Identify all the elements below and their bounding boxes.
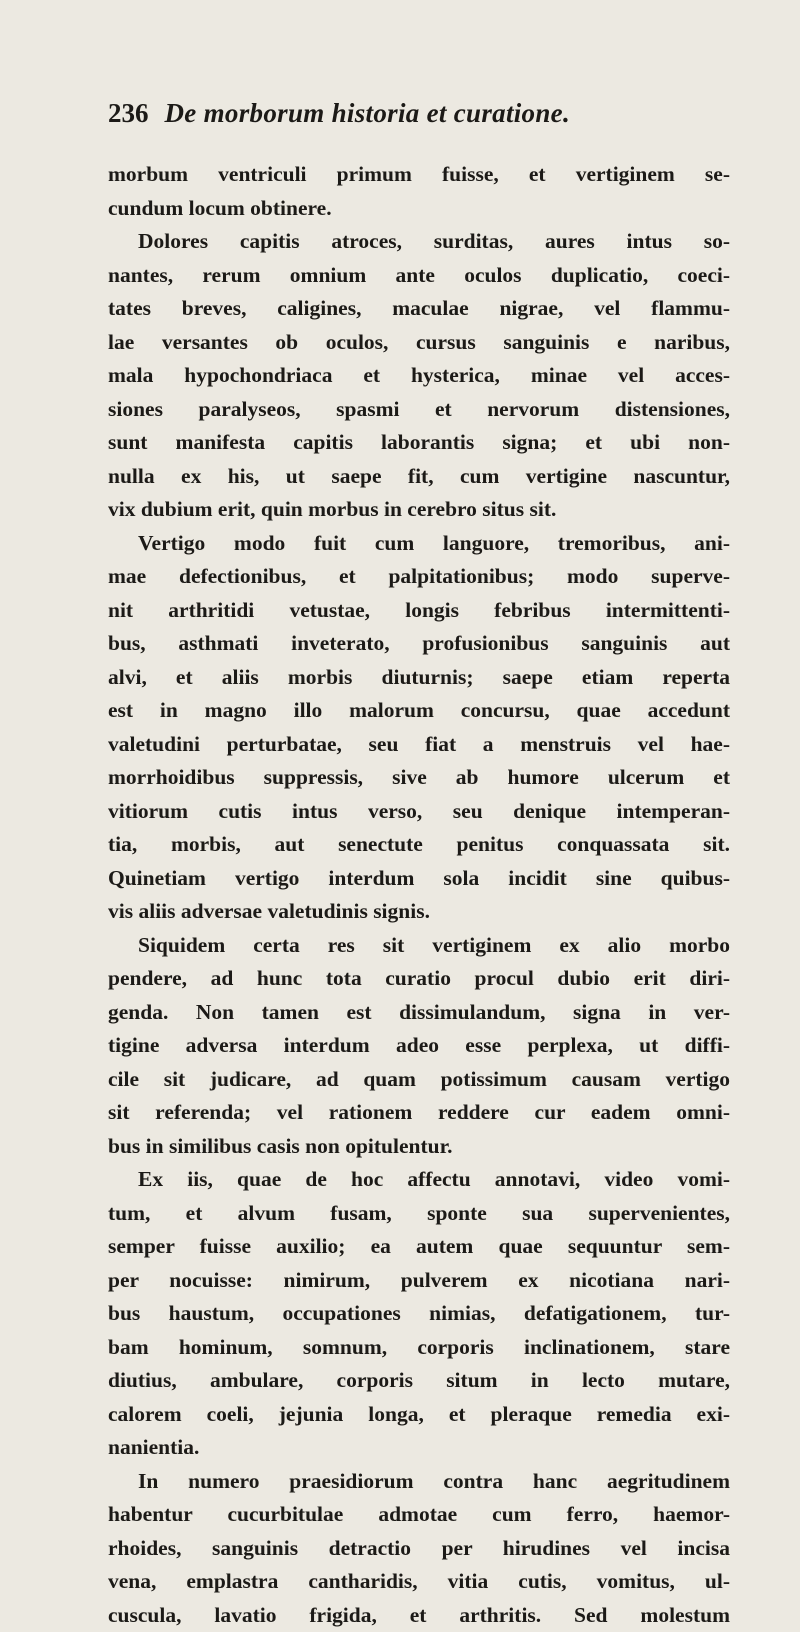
text-line: mae defectionibus, et palpitationibus; modo superve- xyxy=(108,560,730,594)
text-line: rhoides, sanguinis detractio per hirudines vel incisa xyxy=(108,1532,730,1566)
text-line: habentur cucurbitulae admotae cum ferro, haemor- xyxy=(108,1498,730,1532)
text-line: Ex iis, quae de hoc affectu annotavi, video vomi- xyxy=(108,1163,730,1197)
text-line: tates breves, caligines, maculae nigrae, vel flammu- xyxy=(108,292,730,326)
text-line: est in magno illo malorum concursu, quae accedunt xyxy=(108,694,730,728)
text-line: pendere, ad hunc tota curatio procul dubio erit diri- xyxy=(108,962,730,996)
text-line: bus, asthmati inveterato, profusionibus sanguinis aut xyxy=(108,627,730,661)
text-line: sit referenda; vel rationem reddere cur eadem omni- xyxy=(108,1096,730,1130)
text-line: genda. Non tamen est dissimulandum, signa in ver- xyxy=(108,996,730,1030)
text-line: cuscula, lavatio frigida, et arthritis. Sed molestum xyxy=(108,1599,730,1632)
text-line: diutius, ambulare, corporis situm in lecto mutare, xyxy=(108,1364,730,1398)
page-number: 236 xyxy=(108,96,149,130)
body-text xyxy=(108,158,730,1632)
text-line: tia, morbis, aut senectute penitus conquassata sit. xyxy=(108,828,730,862)
text-line: sunt manifesta capitis laborantis signa; et ubi non- xyxy=(108,426,730,460)
text-line: tigine adversa interdum adeo esse perplexa, ut diffi- xyxy=(108,1029,730,1063)
text-line: calorem coeli, jejunia longa, et pleraque remedia exi- xyxy=(108,1398,730,1432)
text-line: morrhoidibus suppressis, sive ab humore ulcerum et xyxy=(108,761,730,795)
text-line: bus in similibus casis non opitulentur. xyxy=(108,1130,730,1164)
text-line: bus haustum, occupationes nimias, defatigationem, tur- xyxy=(108,1297,730,1331)
text-line: Siquidem certa res sit vertiginem ex alio morbo xyxy=(108,929,730,963)
text-line: bam hominum, somnum, corporis inclinationem, stare xyxy=(108,1331,730,1365)
text-line: nanientia. xyxy=(108,1431,730,1465)
page-header xyxy=(108,96,730,130)
text-line: Quinetiam vertigo interdum sola incidit sine quibus- xyxy=(108,862,730,896)
text-line: vis aliis adversae valetudinis signis. xyxy=(108,895,730,929)
text-line: mala hypochondriaca et hysterica, minae vel acces- xyxy=(108,359,730,393)
text-line: nit arthritidi vetustae, longis febribus intermittenti- xyxy=(108,594,730,628)
text-line: tum, et alvum fusam, sponte sua supervenientes, xyxy=(108,1197,730,1231)
text-line: Dolores capitis atroces, surditas, aures intus so- xyxy=(108,225,730,259)
text-line: valetudini perturbatae, seu fiat a menstruis vel hae- xyxy=(108,728,730,762)
text-line: vena, emplastra cantharidis, vitia cutis, vomitus, ul- xyxy=(108,1565,730,1599)
text-line: vitiorum cutis intus verso, seu denique intemperan- xyxy=(108,795,730,829)
text-line: alvi, et aliis morbis diuturnis; saepe etiam reperta xyxy=(108,661,730,695)
text-line: nulla ex his, ut saepe fit, cum vertigine nascuntur, xyxy=(108,460,730,494)
text-line: lae versantes ob oculos, cursus sanguinis e naribus, xyxy=(108,326,730,360)
text-line: nantes, rerum omnium ante oculos duplicatio, coeci- xyxy=(108,259,730,293)
running-title: De morborum historia et curatione. xyxy=(165,96,571,130)
text-line: cile sit judicare, ad quam potissimum causam vertigo xyxy=(108,1063,730,1097)
text-line: vix dubium erit, quin morbus in cerebro situs sit. xyxy=(108,493,730,527)
text-line: per nocuisse: nimirum, pulverem ex nicotiana nari- xyxy=(108,1264,730,1298)
text-line: siones paralyseos, spasmi et nervorum distensiones, xyxy=(108,393,730,427)
text-line: In numero praesidiorum contra hanc aegritudinem xyxy=(108,1465,730,1499)
text-line: cundum locum obtinere. xyxy=(108,192,730,226)
text-line: semper fuisse auxilio; ea autem quae sequuntur sem- xyxy=(108,1230,730,1264)
text-line: Vertigo modo fuit cum languore, tremoribus, ani- xyxy=(108,527,730,561)
text-line: morbum ventriculi primum fuisse, et vertiginem se- xyxy=(108,158,730,192)
